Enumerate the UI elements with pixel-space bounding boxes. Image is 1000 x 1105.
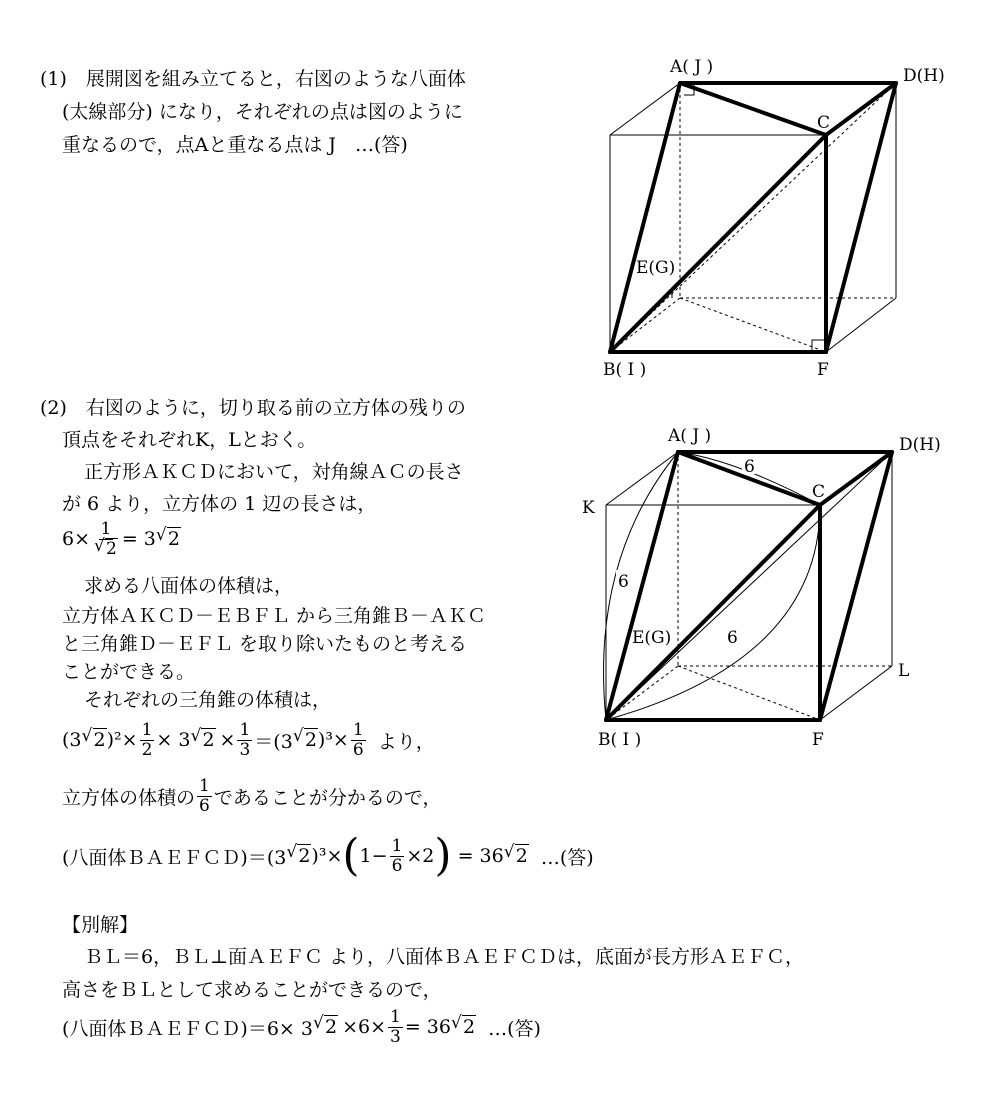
part1-line-3: 重なるので，点Aと重なる点は J …(答) (62, 134, 408, 156)
alt-solution-line-1: ＢＬ＝6，ＢＬ⊥面ＡＥＦＣ より，八面体ＢＡＥＦＣＤは，底面が長方形ＡＥＦＣ， (84, 946, 804, 968)
fig1-label-e: E(G) (636, 258, 676, 278)
fig1-label-d: D(H) (903, 66, 945, 86)
part2-line-6: 立方体ＡＫＣＤ－ＥＢＦＬ から三角錐Ｂ－ＡＫＣ (62, 605, 487, 627)
fig2-length-ac: 6 (744, 457, 755, 477)
fig2-label-k: K (582, 498, 595, 518)
part2-line-5: 求める八面体の体積は， (84, 575, 294, 597)
fig1-label-c: C (817, 113, 831, 133)
fig2-length-ab: 6 (618, 572, 629, 592)
fig2-label-e: E(G) (632, 628, 672, 648)
part2-line-4: が 6 より，立方体の 1 辺の長さは， (62, 493, 377, 515)
alt-solution-title: 【別解】 (62, 914, 139, 936)
equation-one-sixth: 立方体の体積の $\frac{1}{6}$ であることが分かるので， (62, 775, 442, 816)
fig1-label-a: A( J ) (670, 57, 714, 77)
part2-line-8: ことができる。 (62, 661, 196, 683)
part2-line-9: それぞれの三角錐の体積は， (84, 689, 332, 711)
fig2-label-c: C (812, 482, 826, 502)
alt-solution-equation: (八面体ＢＡＥＦＣＤ)＝6× 3 √ 2 ×6× $\frac{1}{3}$ = 36 √ 2 …(答) (62, 1002, 541, 1052)
fig2-length-bc: 6 (727, 628, 738, 648)
fig2-label-b: B( I ) (598, 730, 642, 750)
fig2-label-f: F (812, 730, 824, 750)
fig2-label-d: D(H) (899, 435, 941, 455)
equation-octahedron-volume: (八面体ＢＡＥＦＣＤ)＝(3 √ 2 )³× ( 1− $\frac{1}{6}$ ×2 ) = 36 √ 2 …(答) (62, 828, 594, 884)
alt-solution-line-2: 高さをＢＬとして求めることができるので， (62, 979, 442, 1001)
part1-line-2: (太線部分) になり，それぞれの点は図のように (62, 101, 463, 123)
part1-line-1: (1) 展開図を組み立てると，右図のような八面体 (40, 68, 466, 90)
fig2-label-a: A( J ) (668, 426, 712, 446)
part2-line-2: 頂点をそれぞれK，Lとおく。 (62, 429, 317, 451)
part2-line-7: と三角錐Ｄ－ＥＦＬ を取り除いたものと考える (62, 633, 468, 655)
fig1-label-b: B( I ) (603, 360, 647, 380)
fig1-label-f: F (817, 360, 829, 380)
equation-pyramid-volume: (3 √ 2 )²× $\frac{1}{2}$ × 3 √ 2 × $\frac{1}{3}$ ＝(3 √ 2 )³× $\frac{1}{6}$ より， (62, 715, 435, 765)
part2-line-3: 正方形ＡＫＣＤにおいて，対角線ＡＣの長さ (84, 461, 464, 483)
fig2-label-l: L (898, 661, 910, 681)
part2-line-1: (2) 右図のように，切り取る前の立方体の残りの (40, 397, 466, 419)
equation-side-length: 6× 1 √ 2 = 3 √ 2 (62, 514, 181, 564)
